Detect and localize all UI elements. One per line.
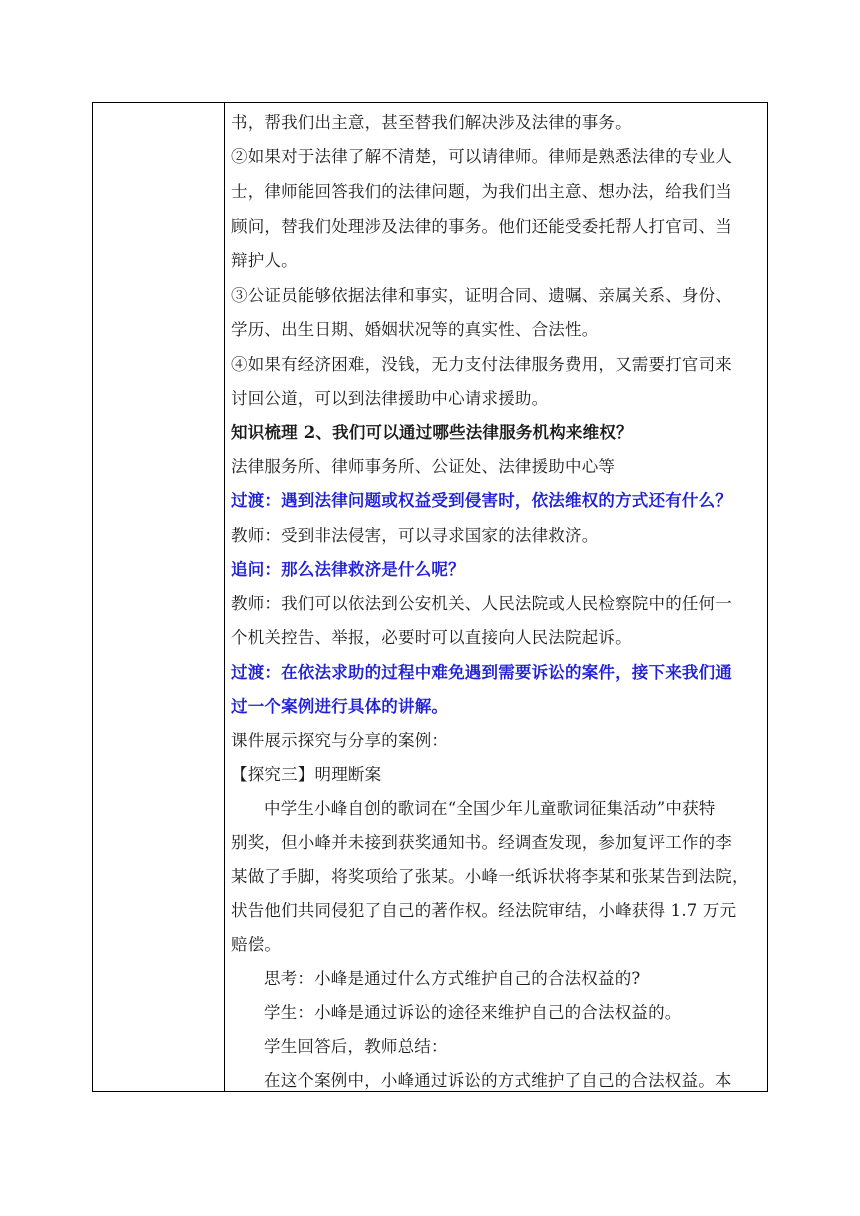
text-line: 顾问，替我们处理涉及法律的事务。他们还能受委托帮人打官司、当 bbox=[231, 217, 732, 236]
text-line: 辩护人。 bbox=[231, 251, 298, 270]
case-paragraph-line: 状告他们共同侵犯了自己的著作权。经法院审结，小峰获得 1.7 万元 bbox=[231, 901, 737, 920]
lesson-table bbox=[92, 102, 768, 1092]
transition-line: 过一个案例进行具体的讲解。 bbox=[231, 697, 449, 716]
knowledge-heading: 知识梳理 2、我们可以通过哪些法律服务机构来维权？ bbox=[231, 423, 633, 442]
text-line: 课件展示探究与分享的案例： bbox=[231, 731, 449, 750]
text-line: 法律服务所、律师事务所、公证处、法律援助中心等 bbox=[231, 457, 616, 476]
text-line: 教师：我们可以依法到公安机关、人民法院或人民检察院中的任何一 bbox=[231, 594, 732, 613]
column-divider bbox=[224, 103, 225, 1091]
transition-line: 过渡：在依法求助的过程中难免遇到需要诉讼的案件，接下来我们通 bbox=[231, 663, 732, 682]
text-line: 士，律师能回答我们的法律问题，为我们出主意、想办法，给我们当 bbox=[231, 182, 732, 201]
section-title: 【探究三】明理断案 bbox=[231, 765, 382, 784]
text-line: ③公证员能够依据法律和事实，证明合同、遗嘱、亲属关系、身份、 bbox=[231, 286, 732, 305]
question-line: 思考：小峰是通过什么方式维护自己的合法权益的? bbox=[264, 969, 641, 988]
text-line: 学历、出生日期、婚姻状况等的真实性、合法性。 bbox=[231, 320, 599, 339]
text-line: 书，帮我们出主意，甚至替我们解决涉及法律的事务。 bbox=[231, 113, 632, 132]
case-paragraph-line: 别奖，但小峰并未接到获奖通知书。经调查发现，参加复评工作的李 bbox=[231, 833, 732, 852]
follow-up-question: 追问：那么法律救济是什么呢？ bbox=[231, 560, 465, 579]
text-line: 学生回答后，教师总结： bbox=[264, 1037, 448, 1056]
summary-line: 在这个案例中，小峰通过诉讼的方式维护了自己的合法权益。本 bbox=[264, 1071, 732, 1090]
case-paragraph-line: 中学生小峰自创的歌词在“全国少年儿童歌词征集活动”中获特 bbox=[264, 799, 716, 818]
text-line: 个机关控告、举报，必要时可以直接向人民法院起诉。 bbox=[231, 628, 632, 647]
case-paragraph-line: 赔偿。 bbox=[231, 935, 282, 954]
text-line: 讨回公道，可以到法律援助中心请求援助。 bbox=[231, 389, 549, 408]
student-answer-line: 学生：小峰是通过诉讼的途径来维护自己的合法权益的。 bbox=[264, 1003, 682, 1022]
case-paragraph-line: 某做了手脚，将奖项给了张某。小峰一纸诉状将李某和张某告到法院， bbox=[231, 867, 749, 886]
text-line: ②如果对于法律了解不清楚，可以请律师。律师是熟悉法律的专业人 bbox=[231, 147, 732, 166]
text-line: 教师：受到非法侵害，可以寻求国家的法律救济。 bbox=[231, 526, 599, 545]
transition-line: 过渡：遇到法律问题或权益受到侵害时，依法维权的方式还有什么？ bbox=[231, 491, 732, 510]
text-line: ④如果有经济困难，没钱，无力支付法律服务费用，又需要打官司来 bbox=[231, 355, 732, 374]
